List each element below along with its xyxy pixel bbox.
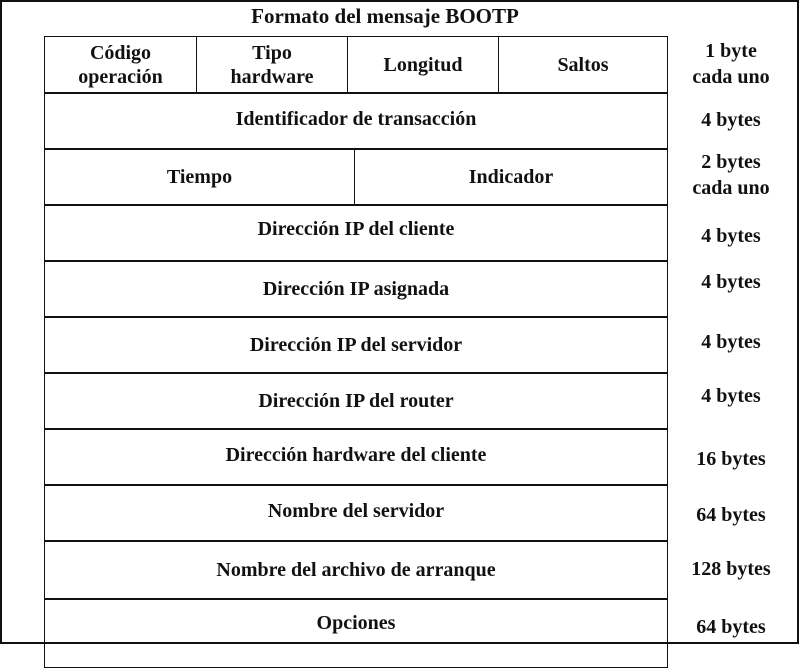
size-label-row-11: 64 bytes [696, 616, 766, 638]
field-identificador-transaccion: Identificador de transacción [235, 108, 477, 130]
field-row-options [44, 598, 668, 668]
field-tiempo: Tiempo [166, 166, 233, 188]
size-label-row-4: 4 bytes [701, 225, 761, 247]
field-nombre-archivo-arranque: Nombre del archivo de arranque [216, 559, 496, 581]
field-saltos: Saltos [498, 37, 667, 93]
field-tipo-hardware: Tipo hardware [196, 37, 347, 93]
size-label-row-5: 4 bytes [701, 271, 761, 293]
size-label-row-9: 64 bytes [696, 504, 766, 526]
size-label-row-1: 1 byte cada uno [692, 40, 770, 88]
size-label-row-10: 128 bytes [691, 558, 771, 580]
field-direccion-hardware-cliente: Dirección hardware del cliente [225, 444, 487, 466]
field-direccion-ip-router: Dirección IP del router [258, 390, 454, 412]
field-row-server-name [44, 484, 668, 542]
field-opciones: Opciones [316, 612, 396, 634]
field-row-opcode [44, 36, 668, 94]
field-nombre-servidor: Nombre del servidor [267, 500, 445, 522]
field-row-assigned-ip [44, 260, 668, 318]
field-row-boot-file [44, 540, 668, 600]
field-longitud: Longitud [347, 37, 498, 93]
field-row-router-ip [44, 372, 668, 430]
field-codigo-operacion: Código operación [78, 42, 163, 88]
size-label-row-6: 4 bytes [701, 331, 761, 353]
size-label-row-8: 16 bytes [696, 448, 766, 470]
diagram-title: Formato del mensaje BOOTP [251, 4, 519, 28]
field-row-time-flags [44, 148, 668, 206]
size-label-row-3: 2 bytes cada uno [692, 151, 770, 199]
field-direccion-ip-asignada: Dirección IP asignada [262, 278, 450, 300]
size-label-row-7: 4 bytes [701, 385, 761, 407]
field-row-client-ip [44, 204, 668, 262]
field-row-transaction-id [44, 92, 668, 150]
field-indicador: Indicador [354, 149, 667, 205]
field-direccion-ip-servidor: Dirección IP del servidor [249, 334, 463, 356]
size-label-row-2: 4 bytes [701, 109, 761, 131]
field-row-server-ip [44, 316, 668, 374]
field-direccion-ip-cliente: Dirección IP del cliente [257, 218, 455, 240]
field-row-client-hardware [44, 428, 668, 486]
